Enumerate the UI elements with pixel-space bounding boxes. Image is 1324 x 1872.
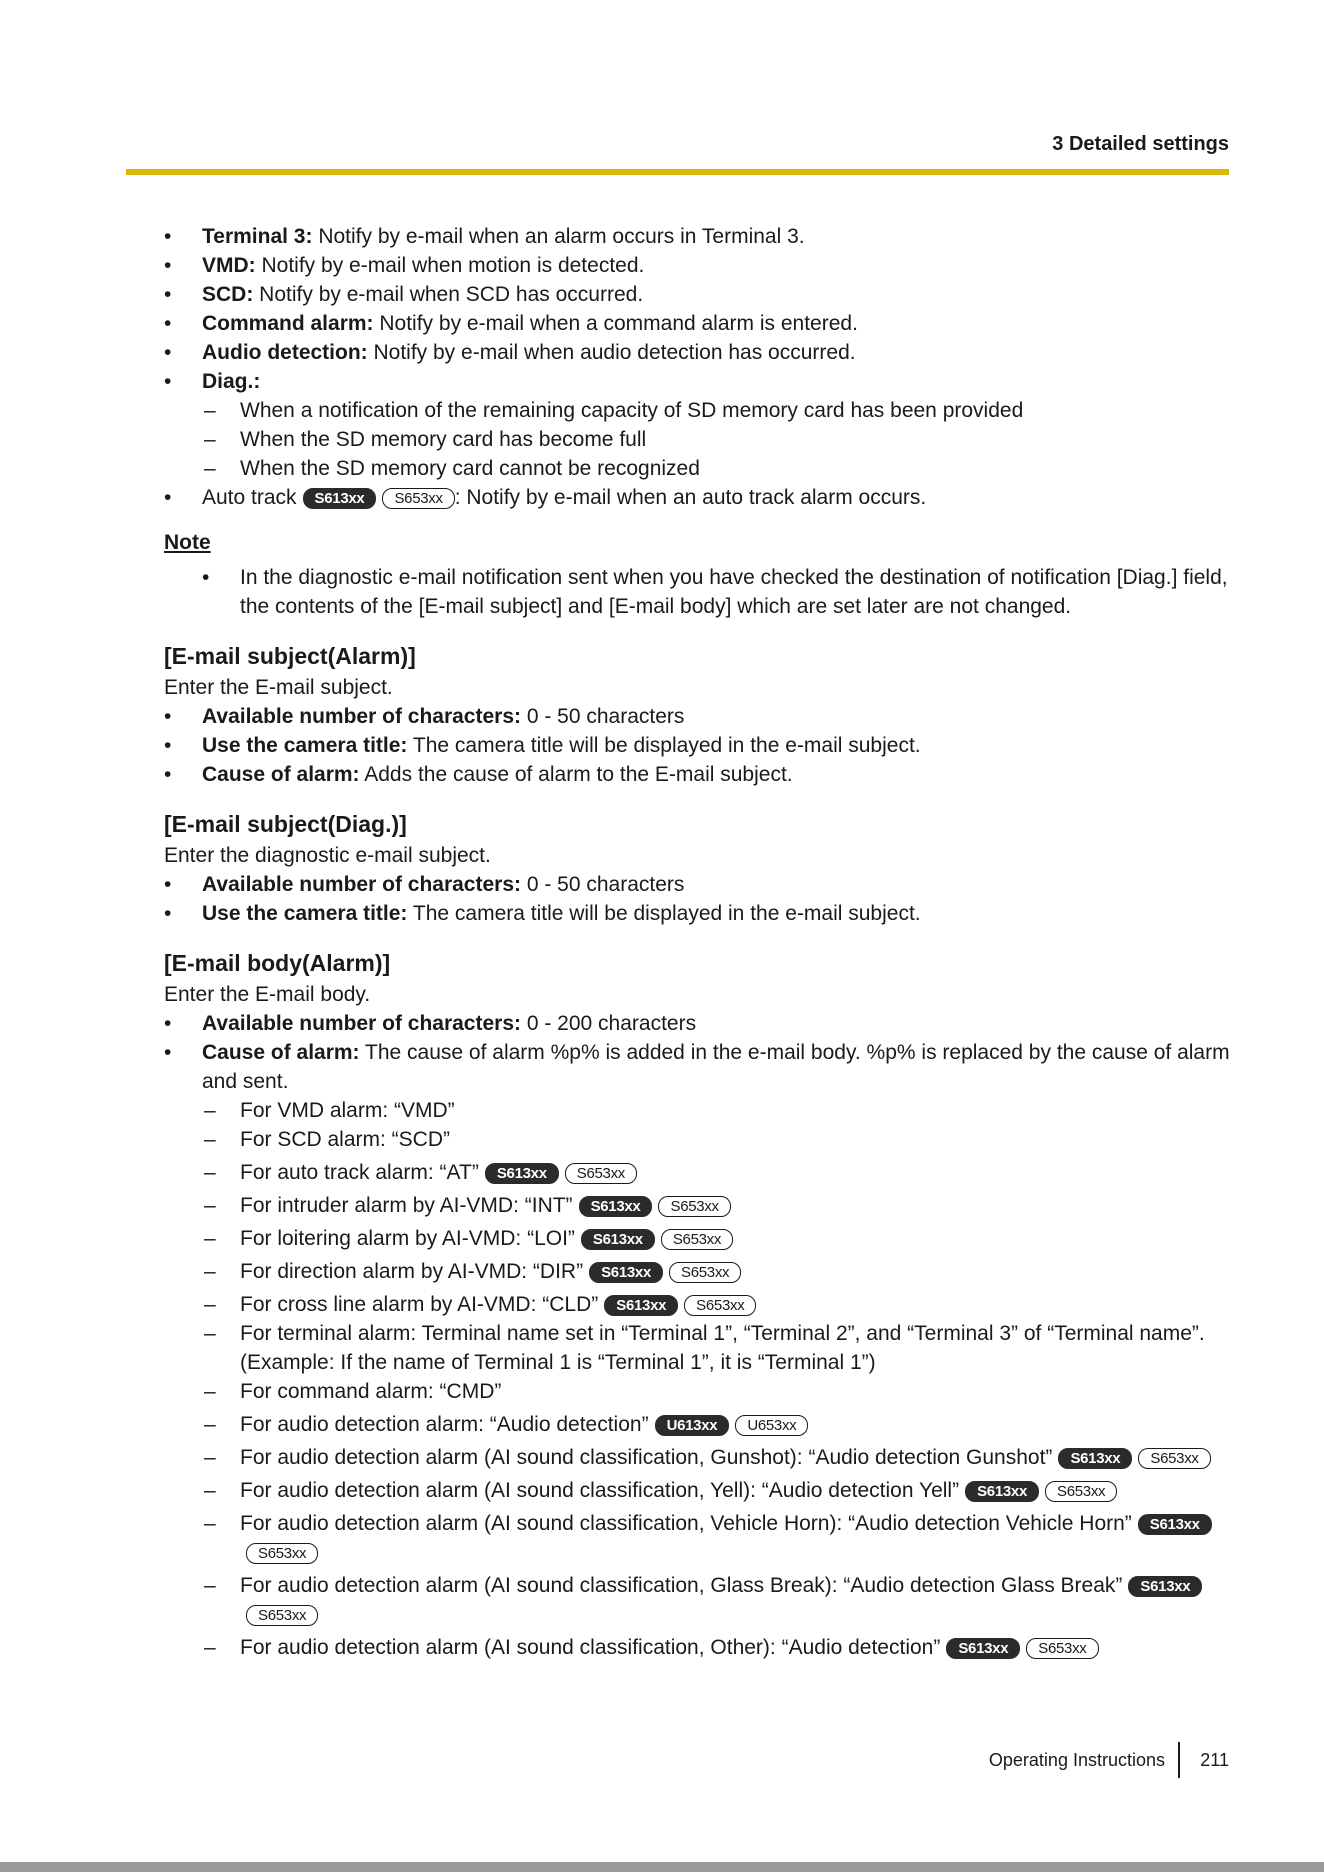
model-badge: U653xx [735,1415,808,1436]
footer-label: Operating Instructions [988,1750,1165,1770]
cause-item: – For audio detection alarm (AI sound classification, Yell): “Audio detection Yell” S613xx S653xx [164,1476,1230,1505]
footer-divider [1178,1742,1180,1778]
model-badge: S613xx [1128,1576,1202,1597]
list-item: • Use the camera title: The camera title will be displayed in the e-mail subject. [164,899,1230,928]
section-intro: Enter the E-mail subject. [164,676,393,699]
model-badge: S613xx [965,1481,1039,1502]
model-badge: S653xx [246,1543,318,1564]
section-intro: Enter the diagnostic e-mail subject. [164,844,491,867]
list-item: • Audio detection: Notify by e-mail when audio detection has occurred. [164,338,1230,367]
diag-sub-item: – When the SD memory card cannot be recognized [164,454,1230,483]
model-badge: S613xx [589,1262,663,1283]
bottom-rule [0,1862,1324,1872]
model-badge: S653xx [382,488,454,509]
cause-item: – For auto track alarm: “AT” S613xx S653xx [164,1158,1230,1187]
note-item: • In the diagnostic e-mail notification sent when you have checked the destination of notification [Diag.] field, the contents of the [E-mail subject] and [E-mail body] which are set later are not changed. [164,563,1230,621]
model-badge: S613xx [1138,1514,1212,1535]
list-item: • Cause of alarm: The cause of alarm %p% is added in the e-mail body. %p% is replaced by the cause of alarm and sent. [164,1038,1230,1096]
header-rule [126,169,1229,175]
model-badge: S613xx [485,1163,559,1184]
cause-item: – For terminal alarm: Terminal name set in “Terminal 1”, “Terminal 2”, and “Terminal 3” of “Terminal name”. (Example: If the name of Terminal 1 is “Terminal 1”, it is “Terminal 1”) [164,1319,1230,1377]
model-badge: S653xx [684,1295,756,1316]
section-heading: [E-mail body(Alarm)] [164,950,391,976]
model-badge: U613xx [655,1415,730,1436]
list-item: • VMD: Notify by e-mail when motion is detected. [164,251,1230,280]
cause-item: – For SCD alarm: “SCD” [164,1125,1230,1154]
list-item: • SCD: Notify by e-mail when SCD has occurred. [164,280,1230,309]
cause-of-alarm-list [164,1096,1230,1662]
list-item: • Available number of characters: 0 - 50 characters [164,702,1230,731]
model-badge: S653xx [246,1605,318,1626]
page-content [164,222,1230,1662]
model-badge: S613xx [946,1638,1020,1659]
list-item: • Use the camera title: The camera title will be displayed in the e-mail subject. [164,731,1230,760]
model-badge: S613xx [1058,1448,1132,1469]
list-item: • Available number of characters: 0 - 50 characters [164,870,1230,899]
section-heading: [E-mail subject(Alarm)] [164,643,416,669]
cause-item: – For intruder alarm by AI-VMD: “INT” S613xx S653xx [164,1191,1230,1220]
cause-item: – For audio detection alarm (AI sound classification, Other): “Audio detection” S613xx S653xx [164,1633,1230,1662]
model-badge: S653xx [565,1163,637,1184]
list-item: • Command alarm: Notify by e-mail when a command alarm is entered. [164,309,1230,338]
cause-item: – For command alarm: “CMD” [164,1377,1230,1406]
model-badge: S613xx [303,488,377,509]
cause-item: – For audio detection alarm (AI sound classification, Gunshot): “Audio detection Gunshot” S613xx S653xx [164,1443,1230,1472]
cause-item: – For audio detection alarm (AI sound classification, Vehicle Horn): “Audio detection Vehicle Horn” S613xxS653xx [164,1509,1230,1567]
model-badge: S613xx [579,1196,653,1217]
diag-sub-item: – When a notification of the remaining capacity of SD memory card has been provided [164,396,1230,425]
model-badge: S653xx [661,1229,733,1250]
model-badge: S653xx [1026,1638,1098,1659]
list-item: • Diag.: [164,367,1230,396]
model-badge: S653xx [1138,1448,1210,1469]
model-badge: S613xx [604,1295,678,1316]
note-title: Note [164,531,211,554]
list-item: • Auto track S613xx S653xx : Notify by e-mail when an auto track alarm occurs. [164,483,1230,512]
section-header: 3 Detailed settings [1052,133,1229,155]
model-badge: S653xx [1045,1481,1117,1502]
page-number: 211 [1200,1750,1229,1770]
cause-item: – For VMD alarm: “VMD” [164,1096,1230,1125]
list-item: • Available number of characters: 0 - 200 characters [164,1009,1230,1038]
alarm-destination-list [164,222,1230,512]
model-badge: S613xx [581,1229,655,1250]
section-heading: [E-mail subject(Diag.)] [164,811,407,837]
list-item: • Terminal 3: Notify by e-mail when an alarm occurs in Terminal 3. [164,222,1230,251]
cause-item: – For direction alarm by AI-VMD: “DIR” S613xx S653xx [164,1257,1230,1286]
cause-item: – For audio detection alarm: “Audio detection” U613xx U653xx [164,1410,1230,1439]
page-footer [0,1742,1229,1778]
model-badge: S653xx [669,1262,741,1283]
cause-item: – For loitering alarm by AI-VMD: “LOI” S613xx S653xx [164,1224,1230,1253]
section-intro: Enter the E-mail body. [164,983,371,1006]
cause-item: – For cross line alarm by AI-VMD: “CLD” S613xx S653xx [164,1290,1230,1319]
model-badge: S653xx [658,1196,730,1217]
cause-item: – For audio detection alarm (AI sound classification, Glass Break): “Audio detection Glass Break” S613xxS653xx [164,1571,1230,1629]
diag-sub-item: – When the SD memory card has become full [164,425,1230,454]
list-item: • Cause of alarm: Adds the cause of alarm to the E-mail subject. [164,760,1230,789]
